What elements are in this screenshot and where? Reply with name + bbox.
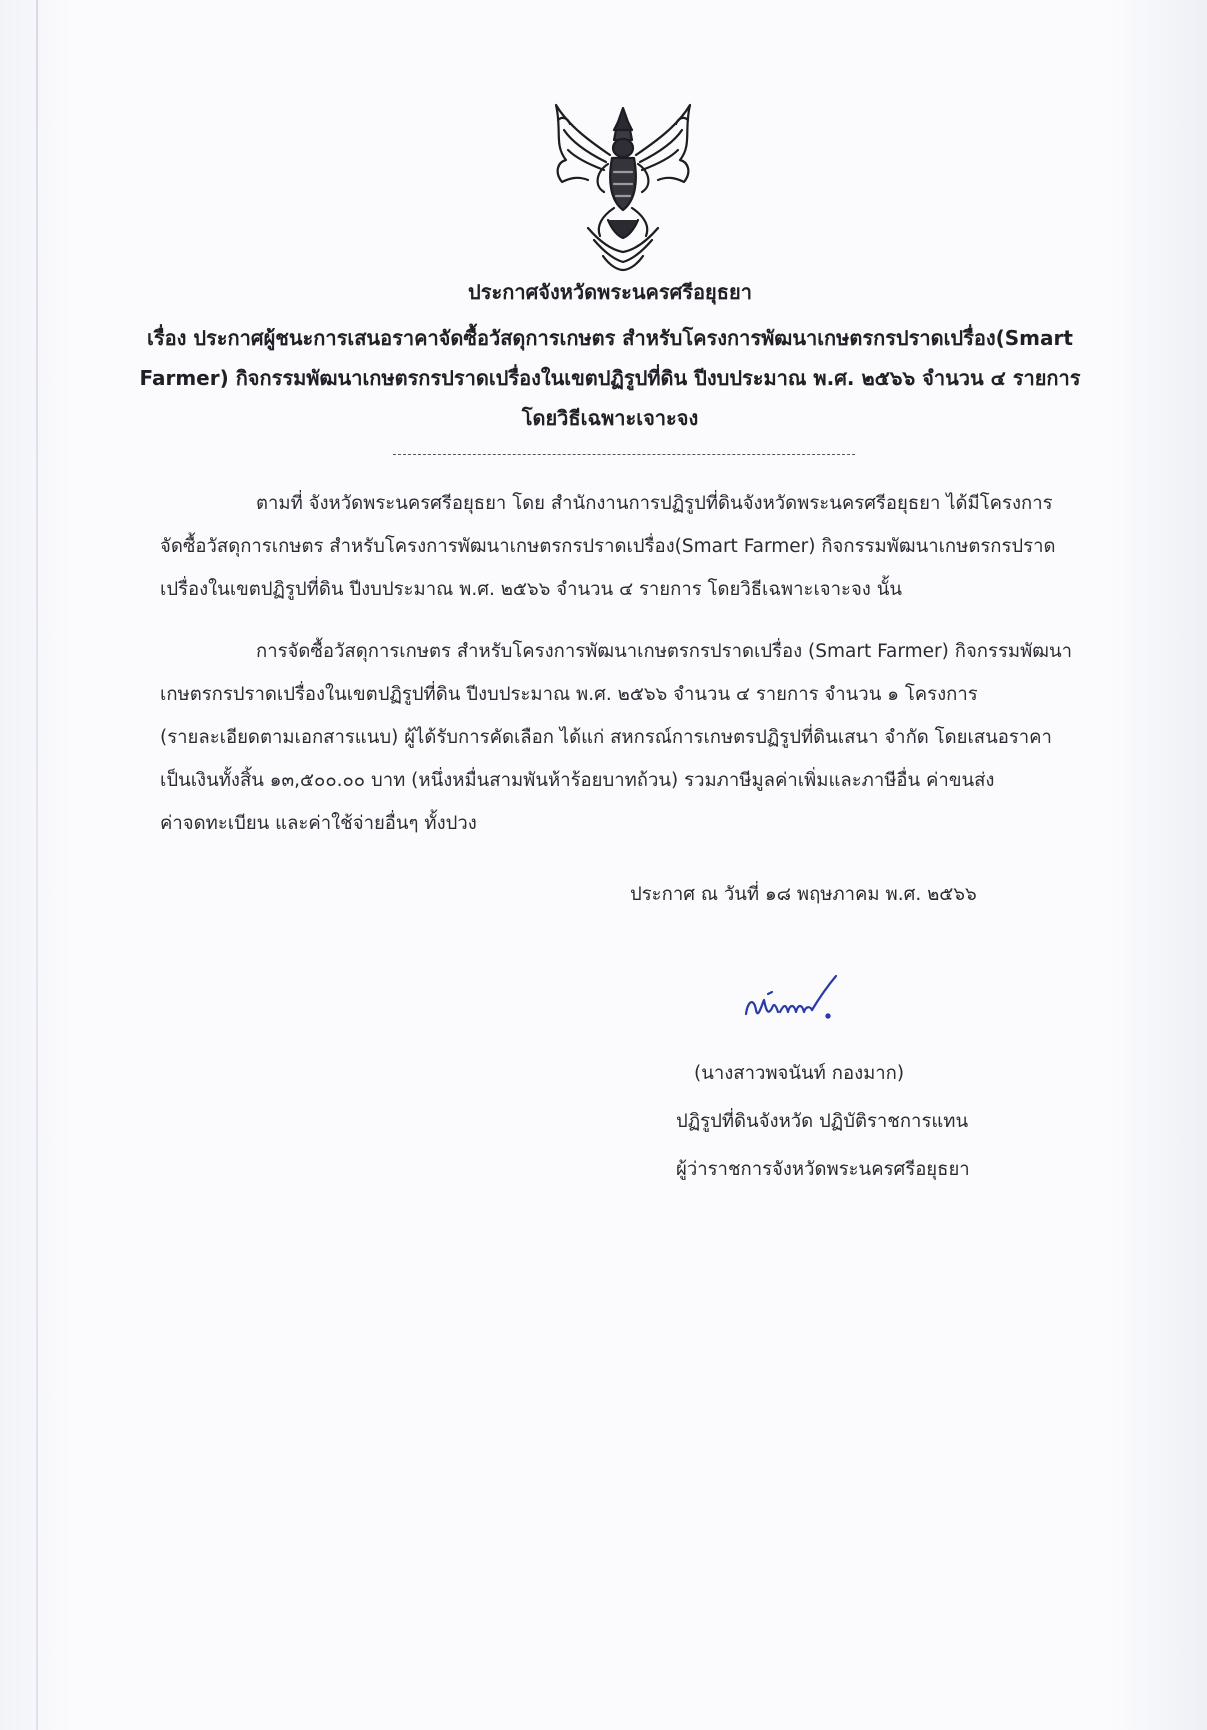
paragraph-line: การจัดซื้อวัสดุการเกษตร สำหรับโครงการพัฒนาเกษตรกรปราดเปรื่อง (Smart Farmer) กิจกรรมพัฒนา — [256, 641, 1073, 662]
signatory-position: ผู้ว่าราชการจังหวัดพระนครศรีอยุธยา — [676, 1159, 970, 1180]
subject-line: โดยวิธีเฉพาะเจาะจง — [521, 406, 699, 430]
paragraph-award — [160, 630, 1105, 845]
paragraph-line: (รายละเอียดตามเอกสารแนบ) ผู้ได้รับการคัดเลือก ได้แก่ สหกรณ์การเกษตรปฏิรูปที่ดินเสนา จำกัด โดยเสนอราคา — [160, 727, 1052, 748]
paragraph-line: ตามที่ จังหวัดพระนครศรีอยุธยา โดย สำนักงานการปฏิรูปที่ดินจังหวัดพระนครศรีอยุธยา ได้มีโครงการ — [256, 493, 1053, 514]
scan-margin-line — [36, 0, 38, 1730]
paragraph-line: เกษตรกรปราดเปรื่องในเขตปฏิรูปที่ดิน ปีงบประมาณ พ.ศ. ๒๕๖๖ จำนวน ๔ รายการ จำนวน ๑ โครงการ — [160, 684, 978, 705]
signatory-name: (นางสาวพจนันท์ กองมาก) — [694, 1063, 905, 1084]
section-divider — [393, 454, 855, 455]
paragraph-line: เป็นเงินทั้งสิ้น ๑๓,๕๐๐.๐๐ บาท (หนึ่งหมื่นสามพันห้าร้อยบาทถ้วน) รวมภาษีมูลค่าเพิ่มและภาษีอื่น ค่าขนส่ง — [160, 770, 995, 791]
announcement-title: ประกาศจังหวัดพระนครศรีอยุธยา — [468, 280, 752, 304]
paragraph-background — [160, 482, 1105, 611]
handwritten-signature — [740, 970, 850, 1030]
announcement-date: ประกาศ ณ วันที่ ๑๘ พฤษภาคม พ.ศ. ๒๕๖๖ — [630, 884, 977, 905]
paragraph-line: จัดซื้อวัสดุการเกษตร สำหรับโครงการพัฒนาเกษตรกรปราดเปรื่อง(Smart Farmer) กิจกรรมพัฒนาเกษตรกรปราด — [160, 536, 1056, 557]
announcement-subject — [130, 318, 1090, 438]
garuda-emblem-icon — [548, 100, 698, 272]
paragraph-line: ค่าจดทะเบียน และค่าใช้จ่ายอื่นๆ ทั้งปวง — [160, 813, 477, 834]
subject-line: เรื่อง ประกาศผู้ชนะการเสนอราคาจัดซื้อวัสดุการเกษตร สำหรับโครงการพัฒนาเกษตรกรปราดเปรื่อง(Smart — [147, 326, 1073, 350]
paragraph-line: เปรื่องในเขตปฏิรูปที่ดิน ปีงบประมาณ พ.ศ. ๒๕๖๖ จำนวน ๔ รายการ โดยวิธีเฉพาะเจาะจง นั้น — [160, 579, 902, 600]
signature-block — [676, 1050, 1076, 1194]
signatory-position: ปฏิรูปที่ดินจังหวัด ปฏิบัติราชการแทน — [676, 1111, 969, 1132]
subject-line: Farmer) กิจกรรมพัฒนาเกษตรกรปราดเปรื่องในเขตปฏิรูปที่ดิน ปีงบประมาณ พ.ศ. ๒๕๖๖ จำนวน ๔ รายการ — [139, 366, 1081, 390]
